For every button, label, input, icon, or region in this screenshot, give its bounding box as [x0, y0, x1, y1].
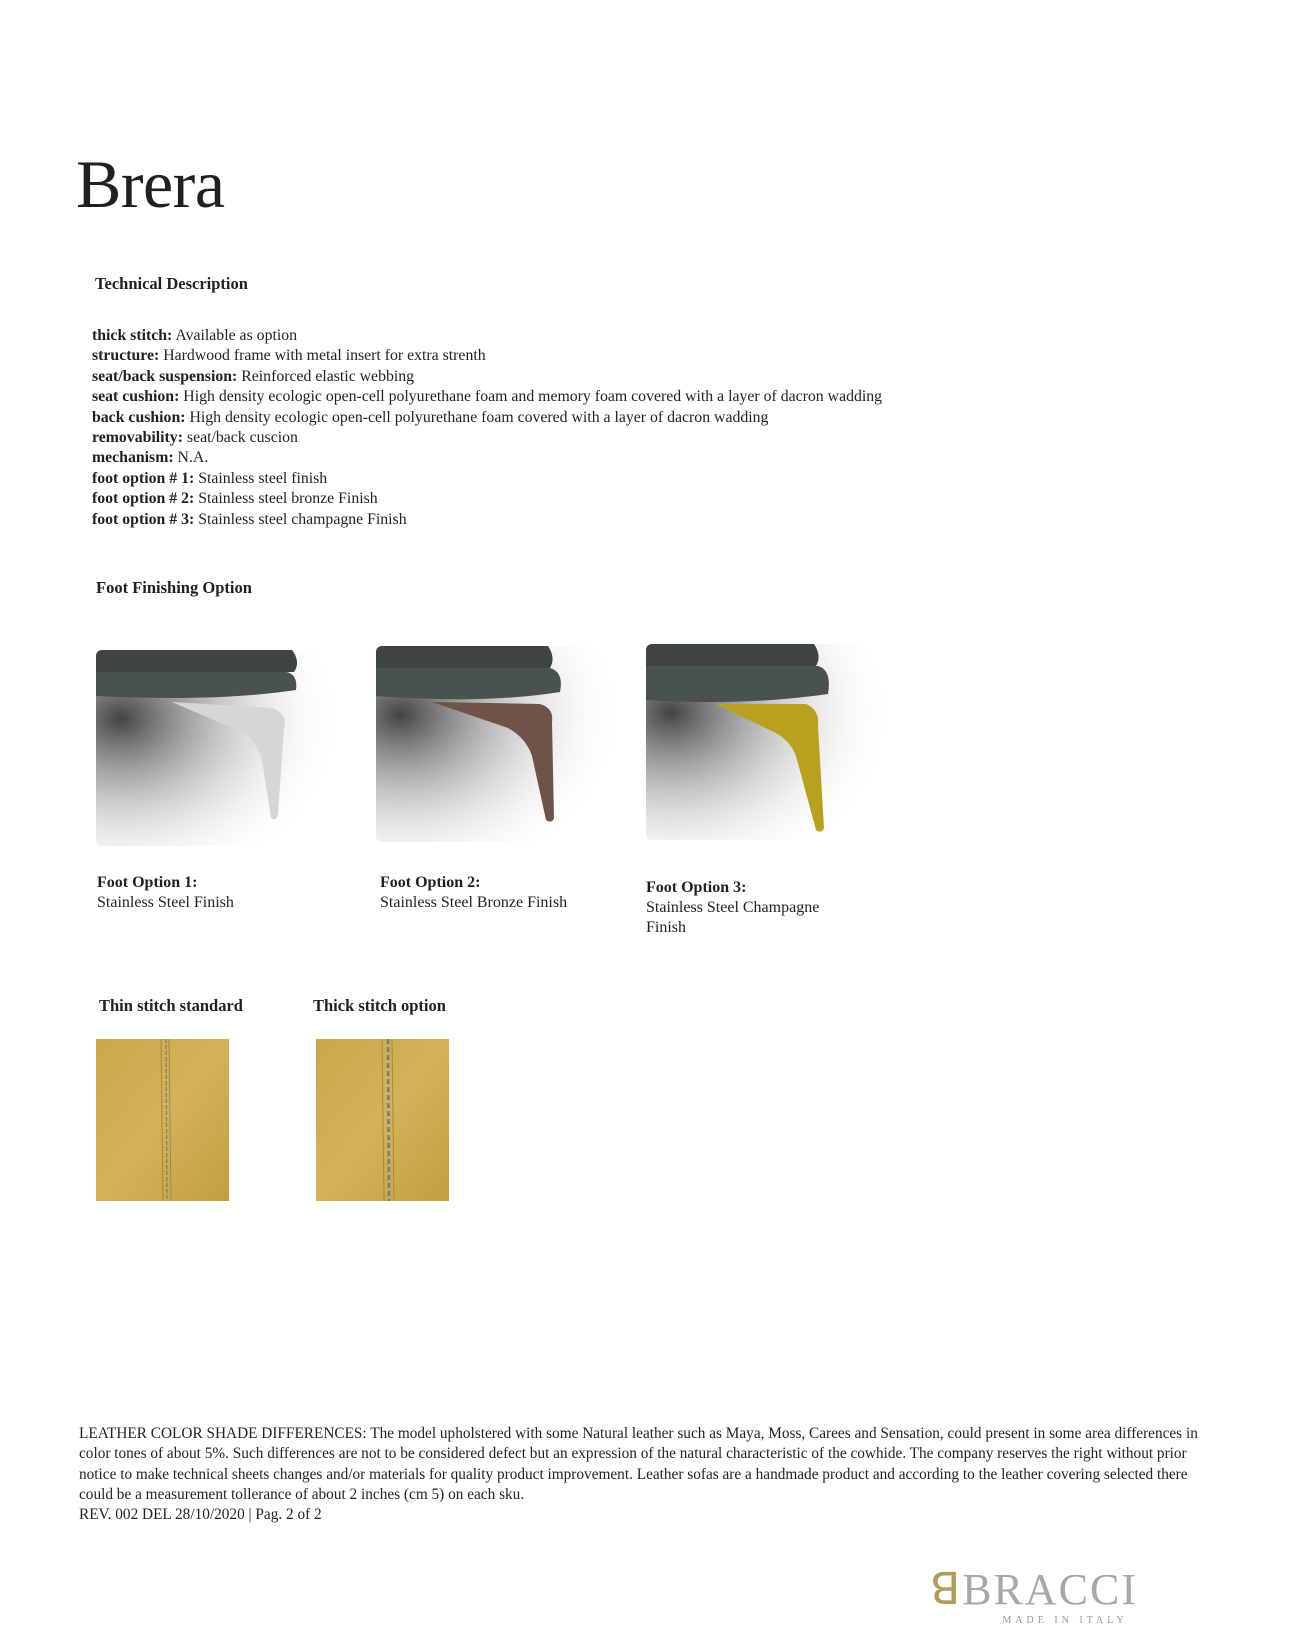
foot-option-1-image [96, 650, 344, 846]
spec-label: seat cushion: [92, 388, 180, 406]
foot-option-2-image [376, 646, 624, 842]
logo-monogram-icon: ꓭ [930, 1565, 963, 1614]
spec-label: foot option # 3: [92, 510, 195, 528]
foot-option-2-caption [380, 873, 567, 913]
foot-option-2-title: Foot Option 2: [380, 874, 481, 891]
spec-list [92, 326, 882, 530]
spec-value: High density ecologic open-cell polyurethane foam and memory foam covered with a layer of dacron wadding [179, 388, 883, 406]
bracci-logo [930, 1564, 1200, 1634]
spec-value: High density ecologic open-cell polyurethane foam covered with a layer of dacron wadding [185, 408, 769, 426]
spec-row [92, 408, 882, 428]
spec-value: Hardwood frame with metal insert for extra strenth [159, 347, 486, 365]
foot-option-2-desc: Stainless Steel Bronze Finish [380, 894, 568, 911]
spec-row [92, 510, 882, 530]
foot-option-1-title: Foot Option 1: [97, 874, 198, 891]
thin-stitch-swatch [96, 1039, 229, 1201]
spec-row [92, 387, 882, 407]
spec-value: seat/back cuscion [182, 429, 298, 447]
logo-wordmark [930, 1564, 1200, 1615]
spec-label: foot option # 2: [92, 490, 195, 508]
thick-stitch-heading: Thick stitch option [313, 996, 446, 1015]
logo-tagline: MADE IN ITALY [1002, 1615, 1128, 1626]
logo-word: BRACCI [962, 1565, 1139, 1614]
foot-finishing-heading: Foot Finishing Option [96, 578, 252, 597]
spec-value: Stainless steel champagne Finish [194, 510, 407, 528]
spec-label: mechanism: [92, 449, 174, 467]
spec-label: seat/back suspension: [92, 367, 238, 385]
technical-description-heading: Technical Description [95, 274, 248, 293]
spec-row [92, 428, 882, 448]
thick-stitch-swatch [316, 1039, 449, 1201]
spec-label: structure: [92, 347, 160, 365]
foot-option-1-desc: Stainless Steel Finish [97, 894, 234, 911]
spec-label: thick stitch: [92, 327, 173, 344]
spec-value: N.A. [173, 449, 209, 467]
spec-label: removability: [92, 429, 183, 447]
spec-row [92, 346, 882, 366]
foot-option-3-desc-line2: Finish [646, 919, 687, 936]
spec-value: Stainless steel finish [194, 469, 328, 487]
spec-row [92, 367, 882, 387]
spec-value: Stainless steel bronze Finish [194, 490, 378, 508]
foot-option-1-caption [97, 873, 234, 913]
leather-disclaimer: LEATHER COLOR SHADE DIFFERENCES: The model upholstered with some Natural leather such as Maya, Moss, Carees and Sensation, could present in some area differences in color tones of about 5%. Such differences are not to be considered defect but an expression of the natural characteristic of the cowhide. The company reserves the right without prior notice to make technical sheets changes and/or materials for quality product improvement. Leather sofas are a handmade product and according to the leather covering selected there could be a measurement tollerance of about 2 inches (cm 5) on each sku. [79, 1425, 1198, 1503]
foot-option-3-title: Foot Option 3: [646, 879, 747, 896]
spec-row [92, 326, 882, 346]
foot-option-3-desc-line1: Stainless Steel Champagne [646, 899, 820, 916]
spec-row [92, 448, 882, 468]
spec-value: Reinforced elastic webbing [237, 367, 415, 385]
foot-option-3-caption [646, 878, 819, 938]
spec-row [92, 489, 882, 509]
disclaimer-text [79, 1424, 1215, 1525]
spec-label: back cushion: [92, 408, 186, 426]
spec-value: Available as option [172, 327, 298, 344]
spec-label: foot option # 1: [92, 469, 195, 487]
foot-option-3-image [646, 644, 894, 840]
revision-footer: REV. 002 DEL 28/10/2020 | Pag. 2 of 2 [79, 1506, 322, 1524]
page-title: Brera [76, 146, 225, 222]
thin-stitch-heading: Thin stitch standard [99, 996, 243, 1015]
spec-row [92, 469, 882, 489]
